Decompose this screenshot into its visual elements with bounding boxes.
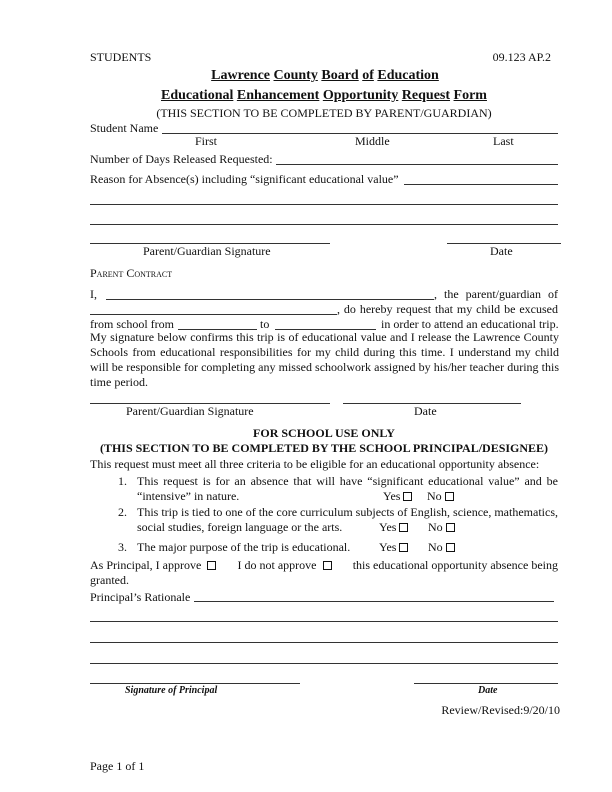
reason-label: Reason for Absence(s) including “significant educational value” (90, 172, 399, 186)
contract-do-hereby: , do hereby request that my child be excused (337, 302, 558, 316)
yes-label: Yes (379, 540, 397, 554)
school-use-heading: FOR SCHOOL USE ONLY (253, 426, 395, 440)
criterion-2-text-cont: social studies, foreign language or the arts. (137, 520, 343, 534)
approve-label: As Principal, I approve (90, 558, 202, 572)
criterion-2-yes (379, 520, 408, 534)
page-number: Page 1 of 1 (90, 759, 145, 773)
page-title (0, 69, 612, 83)
approval-prefix (90, 558, 216, 572)
criterion-2-yes-checkbox[interactable] (399, 523, 408, 532)
days-requested-label: Number of Days Released Requested: (90, 152, 273, 166)
subtitle-word: Form (453, 88, 487, 103)
principal-signature-caption: Signature of Principal (125, 685, 218, 696)
reason-field-line-3[interactable] (90, 224, 558, 225)
approval-end: granted. (90, 573, 129, 587)
do-not-approve-checkbox[interactable] (323, 561, 332, 570)
subtitle-word: Opportunity (322, 88, 399, 103)
title-word: of (362, 68, 374, 83)
criterion-1-no-checkbox[interactable] (445, 492, 454, 501)
subtitle-word: Educational (161, 88, 234, 103)
criterion-3-yes-checkbox[interactable] (399, 543, 408, 552)
criterion-1-text-cont: “intensive” in nature. (137, 489, 240, 503)
policy-code: 09.123 AP.2 (492, 50, 551, 64)
contract-guardian-of: , the parent/guardian of (434, 287, 558, 301)
guardian-name-field[interactable] (106, 299, 434, 300)
criterion-2-no (428, 520, 455, 534)
parent-section-note: (THIS SECTION TO BE COMPLETED BY PARENT/GUARDIAN) (156, 106, 492, 120)
criterion-2-number: 2. (118, 505, 127, 519)
principal-date-caption: Date (478, 685, 498, 696)
school-use-subheading: (THIS SECTION TO BE COMPLETED BY THE SCHOOL PRINCIPAL/DESIGNEE) (99, 441, 549, 455)
child-name-field[interactable] (90, 314, 337, 315)
days-requested-field[interactable] (276, 164, 558, 165)
last-name-caption: Last (493, 134, 514, 148)
contract-signature-caption: Parent/Guardian Signature (126, 404, 254, 418)
yes-label: Yes (383, 489, 401, 503)
criterion-2-no-checkbox[interactable] (446, 523, 455, 532)
contract-in-order: in order to attend an educational trip. (381, 317, 559, 331)
contract-from-school: from school from (90, 317, 174, 331)
title-word: Education (377, 68, 439, 83)
contract-date-caption: Date (414, 404, 437, 418)
criterion-1-number: 1. (118, 474, 127, 488)
no-label: No (428, 520, 443, 534)
contract-body: My signature below confirms this trip is of educational value and I release the Lawrence County Schools from educational responsibilities for my child during this time. I understand my child will be responsible for completing any missed schoolwork assigned by his/her teacher during this time period. (90, 330, 559, 389)
approve-checkbox[interactable] (207, 561, 216, 570)
parent-contract-heading: Parent Contract (90, 266, 173, 280)
parent-signature-caption: Parent/Guardian Signature (143, 244, 271, 258)
criterion-3-text: The major purpose of the trip is educational. (137, 540, 351, 554)
no-label: No (428, 540, 443, 554)
reason-field[interactable] (404, 184, 558, 185)
rationale-field-line-4[interactable] (90, 663, 558, 664)
criteria-intro: This request must meet all three criteria to be eligible for an educational opportunity absence: (90, 457, 540, 471)
parent-date-caption: Date (490, 244, 513, 258)
contract-i-prefix: I, (90, 287, 97, 301)
criterion-3-no-checkbox[interactable] (446, 543, 455, 552)
header-left: STUDENTS (90, 50, 152, 64)
criterion-1-no (427, 489, 454, 503)
title-word: Lawrence (211, 68, 270, 83)
criterion-1-yes (383, 489, 412, 503)
criterion-3-number: 3. (118, 540, 127, 554)
approval-suffix: this educational opportunity absence being (352, 558, 558, 572)
title-word: Board (321, 68, 359, 83)
student-name-label: Student Name (90, 121, 159, 135)
first-name-caption: First (195, 134, 218, 148)
criterion-3-yes (379, 540, 408, 554)
reason-field-line-2[interactable] (90, 204, 558, 205)
rationale-field[interactable] (194, 601, 554, 602)
criterion-1-text: This request is for an absence that will have “significant educational value” and be (137, 474, 558, 488)
yes-label: Yes (379, 520, 397, 534)
rationale-field-line-2[interactable] (90, 621, 558, 622)
title-word: County (273, 68, 318, 83)
rationale-field-line-3[interactable] (90, 642, 558, 643)
criterion-3-no (428, 540, 455, 554)
approval-line (90, 558, 558, 572)
contract-to: to (260, 317, 270, 331)
do-not-approve-label: I do not approve (237, 558, 317, 572)
approval-mid (238, 558, 332, 572)
no-label: No (427, 489, 442, 503)
subtitle-word: Request (401, 88, 451, 103)
middle-name-caption: Middle (355, 134, 390, 148)
criterion-2-text: This trip is tied to one of the core curriculum subjects of English, science, mathematics, (137, 505, 558, 519)
form-title (0, 89, 612, 103)
rationale-label: Principal’s Rationale (90, 590, 191, 604)
subtitle-word: Enhancement (236, 88, 320, 103)
criterion-1-yes-checkbox[interactable] (403, 492, 412, 501)
revision-date: Review/Revised:9/20/10 (441, 703, 560, 717)
